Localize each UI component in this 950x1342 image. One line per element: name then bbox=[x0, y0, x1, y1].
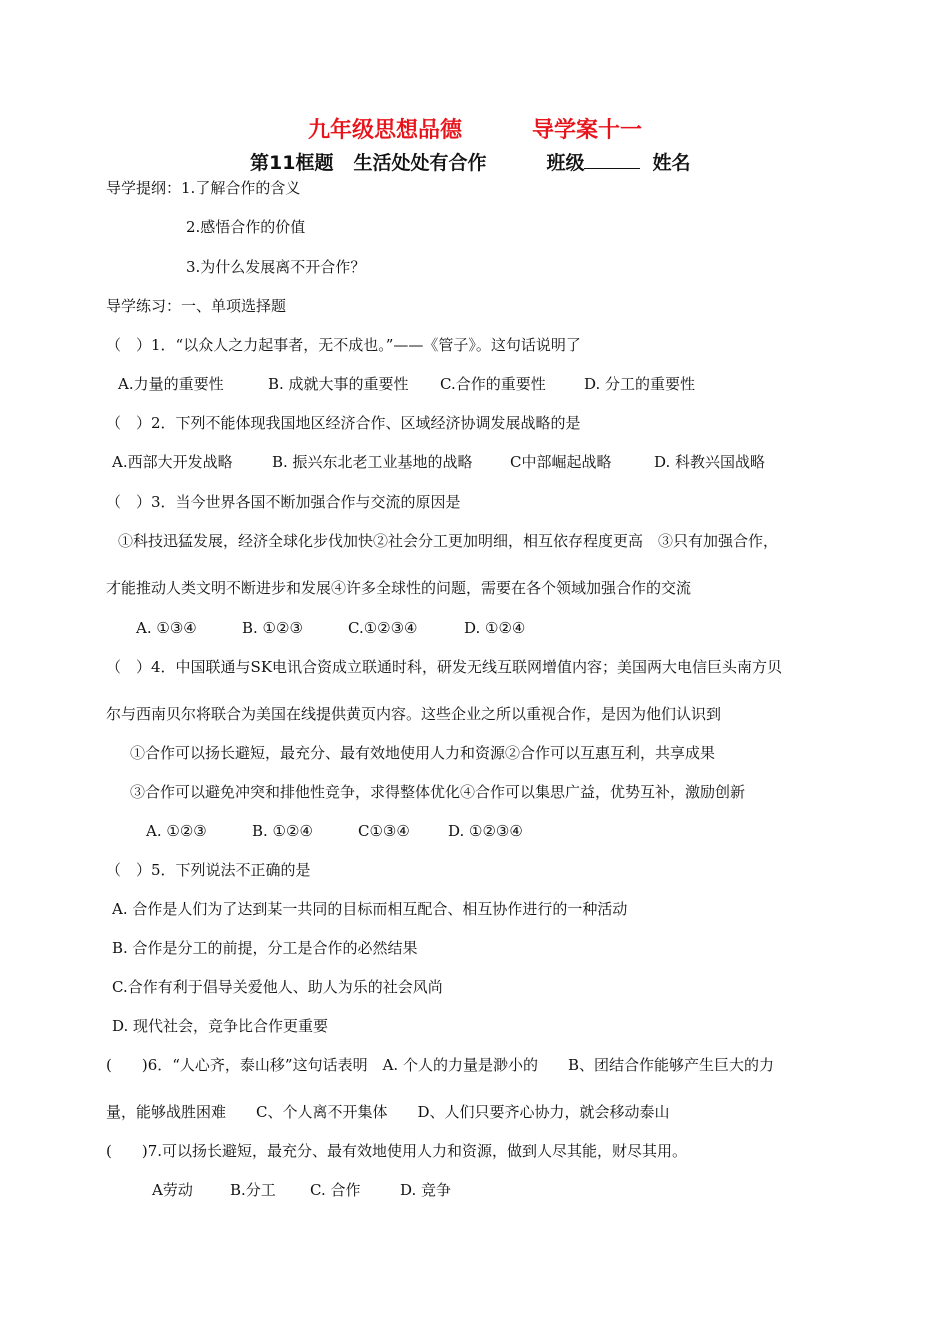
question-5-stem: （ ）5．下列说法不正确的是 bbox=[106, 861, 311, 879]
question-2-stem: （ ）2．下列不能体现我国地区经济合作、区域经济协调发展战略的是 bbox=[106, 414, 581, 432]
option-b: B. 振兴东北老工业基地的战略 bbox=[272, 453, 473, 471]
option-a: A.力量的重要性 bbox=[118, 375, 224, 393]
question-5-option: A. 合作是人们为了达到某一共同的目标而相互配合、相互协作进行的一种活动 bbox=[112, 900, 628, 918]
option-b: B. ①②③ bbox=[242, 619, 303, 637]
title-case: 导学案十一 bbox=[532, 118, 643, 143]
option-b: B. ①②④ bbox=[252, 822, 313, 840]
option-c: C①③④ bbox=[358, 822, 410, 840]
title-subject: 九年级思想品德 bbox=[307, 118, 462, 143]
question-6-stem: ( )6．“人心齐，泰山移”这句话表明 A. 个人的力量是渺小的 B、团结合作能够产生巨大的力 bbox=[106, 1056, 774, 1074]
option-d: D. 科教兴国战略 bbox=[654, 453, 766, 471]
option-d: D. 竞争 bbox=[400, 1181, 452, 1199]
option-d: D. ①②③④ bbox=[448, 822, 523, 840]
question-6-line: 量，能够战胜困难 C、个人离不开集体 D、人们只要齐心协力，就会移动泰山 bbox=[106, 1103, 670, 1121]
option-c: C.合作的重要性 bbox=[440, 375, 546, 393]
option-a: A.西部大开发战略 bbox=[112, 453, 233, 471]
option-b: B.分工 bbox=[230, 1181, 276, 1199]
outline-label: 导学提纲： bbox=[106, 179, 182, 197]
option-c: C中部崛起战略 bbox=[510, 453, 612, 471]
name-label: 姓名 bbox=[652, 152, 691, 174]
outline-line-1 bbox=[106, 178, 300, 198]
class-label: 班级 bbox=[546, 152, 585, 174]
option-a: A. ①③④ bbox=[136, 619, 197, 637]
question-1-stem: （ ）1．“以众人之力起事者，无不成也。”——《管子》。这句话说明了 bbox=[106, 336, 581, 354]
option-c: C.①②③④ bbox=[348, 619, 418, 637]
option-d: D. ①②④ bbox=[464, 619, 526, 637]
outline-item: 2.感悟合作的价值 bbox=[186, 218, 306, 236]
class-blank[interactable] bbox=[584, 150, 640, 169]
question-1-options bbox=[118, 374, 695, 394]
question-7-stem: ( )7.可以扬长避短，最充分、最有效地使用人力和资源，做到人尽其能，财尽其用。 bbox=[106, 1142, 688, 1160]
question-5-option: D. 现代社会，竞争比合作更重要 bbox=[112, 1017, 329, 1035]
question-4-line: ①合作可以扬长避短，最充分、最有效地使用人力和资源②合作可以互惠互利，共享成果 bbox=[130, 744, 716, 762]
option-d: D. 分工的重要性 bbox=[584, 375, 696, 393]
outline-item: 1.了解合作的含义 bbox=[181, 179, 301, 197]
lesson-header bbox=[250, 150, 691, 175]
question-3-line: 才能推动人类文明不断进步和发展④许多全球性的问题，需要在各个领域加强合作的交流 bbox=[106, 579, 692, 597]
question-4-options bbox=[146, 821, 523, 841]
lesson-number: 第11框题 bbox=[250, 152, 334, 174]
question-3-options bbox=[136, 618, 525, 638]
option-a: A. ①②③ bbox=[146, 822, 207, 840]
question-4-line: ③合作可以避免冲突和排他性竞争，求得整体优化④合作可以集思广益，优势互补，激励创新 bbox=[130, 783, 746, 801]
question-2-options bbox=[112, 452, 765, 472]
option-b: B. 成就大事的重要性 bbox=[268, 375, 409, 393]
option-c: C. 合作 bbox=[310, 1181, 361, 1199]
question-3-line: ①科技迅猛发展，经济全球化步伐加快②社会分工更加明细，相互依存程度更高 ③只有加强合作， bbox=[118, 532, 779, 550]
question-7-options bbox=[152, 1180, 451, 1200]
question-3-stem: （ ）3．当今世界各国不断加强合作与交流的原因是 bbox=[106, 493, 461, 511]
document-title bbox=[0, 117, 950, 145]
question-4-line: 尔与西南贝尔将联合为美国在线提供黄页内容。这些企业之所以重视合作，是因为他们认识到 bbox=[106, 705, 722, 723]
outline-item: 3.为什么发展离不开合作？ bbox=[186, 258, 366, 276]
question-5-option: C.合作有利于倡导关爱他人、助人为乐的社会风尚 bbox=[112, 978, 443, 996]
question-5-option: B. 合作是分工的前提，分工是合作的必然结果 bbox=[112, 939, 418, 957]
option-a: A劳动 bbox=[152, 1181, 193, 1199]
practice-heading: 导学练习：一、单项选择题 bbox=[106, 297, 287, 315]
lesson-topic: 生活处处有合作 bbox=[353, 152, 487, 174]
question-4-stem: （ ）4．中国联通与SK电讯合资成立联通时科，研发无线互联网增值内容；美国两大电信巨头南方贝 bbox=[106, 658, 783, 676]
